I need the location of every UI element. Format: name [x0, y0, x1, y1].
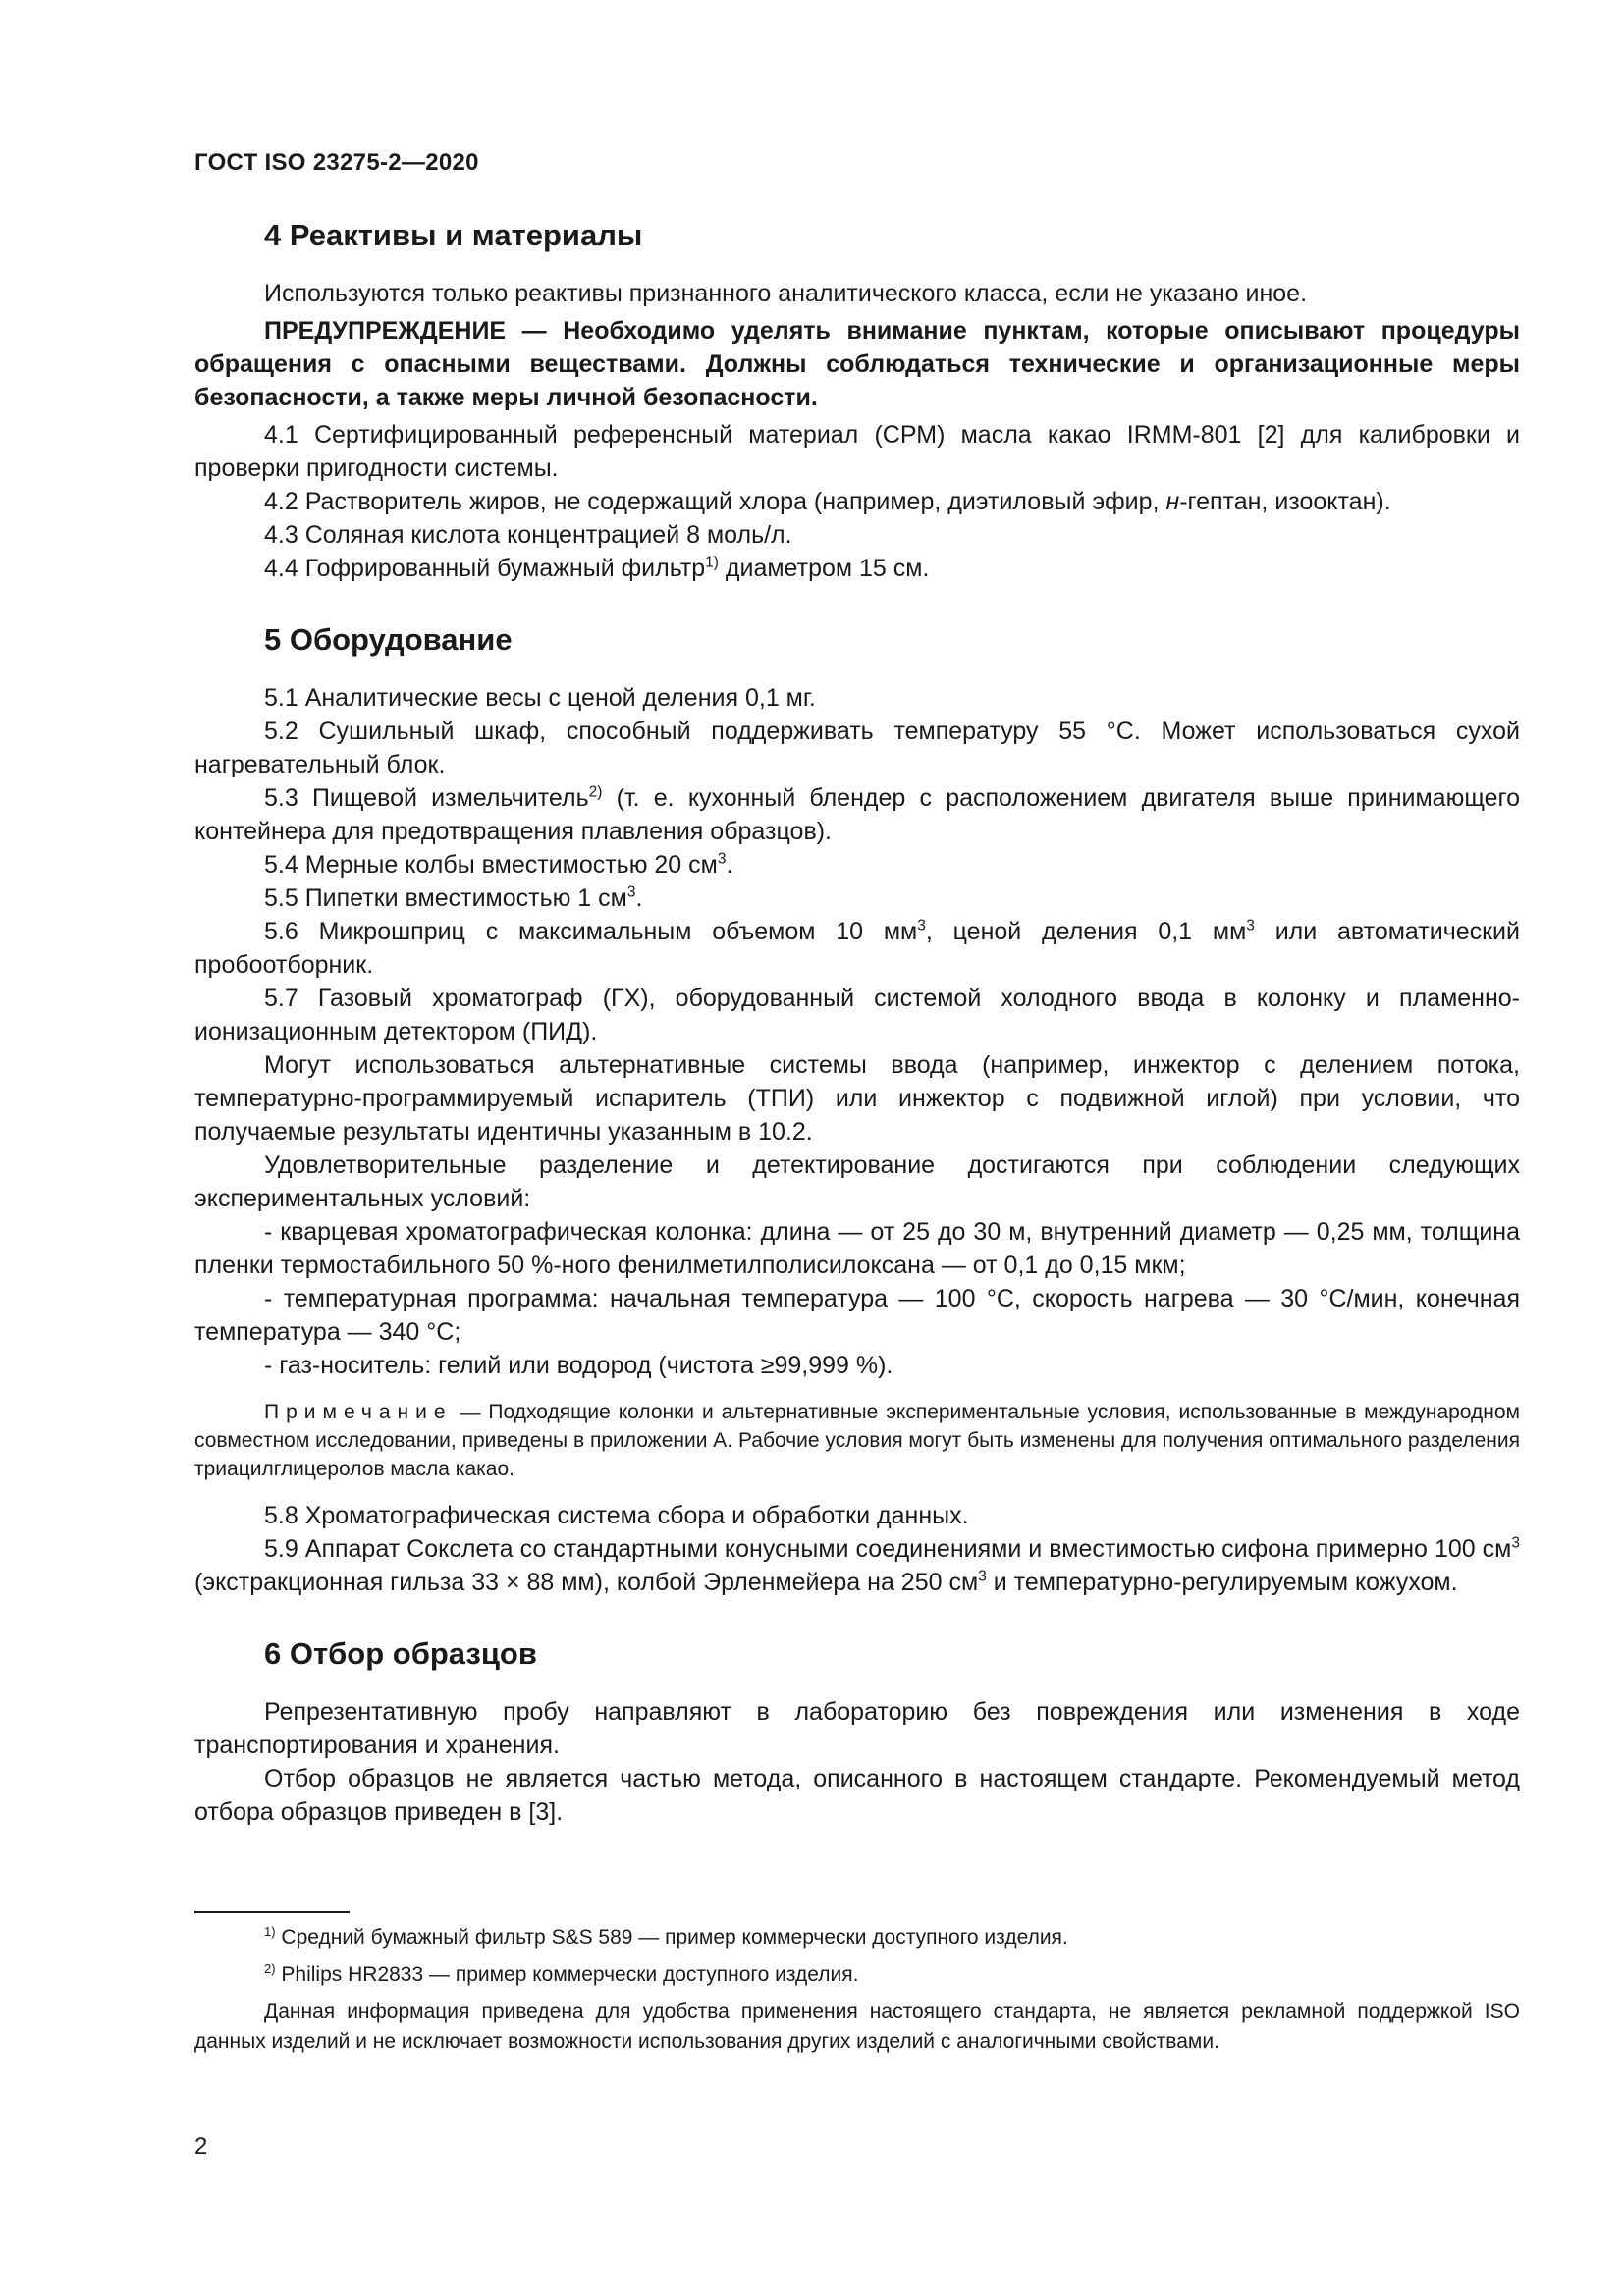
- condition-carrier-gas: - газ-носитель: гелий или водород (чистота ≥99,999 %).: [264, 1352, 893, 1379]
- safety-warning: ПРЕДУПРЕЖДЕНИЕ — Необходимо уделять внимание пунктам, которые описывают процедуры обращения с опасными веществами. Должны соблюдаться технические и организационные меры безопасности, а также меры личной безопасности.: [194, 317, 1520, 411]
- note: [194, 1398, 1520, 1483]
- document-code-header: ГОСТ ISO 23275-2—2020: [194, 149, 479, 176]
- condition-column: - кварцевая хроматографическая колонка: длина — от 25 до 30 м, внутренний диаметр — 0,25 мм, толщина пленки термостабильного 50 %-ного фенилметилполисилоксана — от 0,1 до 0,15 мкм;: [194, 1218, 1520, 1279]
- item-5-3: 5.3 Пищевой измельчитель$^{2)}$ (т. е. кухонный блендер с расположением двигателя выше принимающего контейнера для предотвращения плавления образцов).: [194, 783, 1520, 845]
- condition-temperature-program: - температурная программа: начальная температура — 100 °С, скорость нагрева — 30 °С/мин, конечная температура — 340 °С;: [194, 1285, 1520, 1346]
- n-heptan-italic: н: [1165, 488, 1180, 515]
- item-5-4: 5.4 Мерные колбы вместимостью 20 $см^3$.: [264, 850, 733, 879]
- footnote-1: $^{1)}$ Средний бумажный фильтр S&S 589 — пример коммерчески доступного изделия.: [264, 1923, 1068, 1949]
- item-5-7: 5.7 Газовый хроматограф (ГХ), оборудованный системой холодного ввода в колонку и пламенно-ионизационным детектором (ПИД).: [194, 985, 1520, 1045]
- item-4-3: 4.3 Соляная кислота концентрацией 8 моль/л.: [264, 521, 792, 549]
- item-4-1: 4.1 Сертифицированный референсный материал (СРМ) масла какао IRMM-801 [2] для калибровки и проверки пригодности системы.: [194, 421, 1520, 482]
- item-5-9: 5.9 Аппарат Сокслета со стандартными конусными соединениями и вместимостью сифона примерно 100 $см^3$ (экстракционная гильза 33 × 88 мм), колбой Эрленмейера на 250 $см^3$ и температурно-регулируемым кожухом.: [194, 1534, 1520, 1596]
- item-4-2: 4.2 Растворитель жиров, не содержащий хлора (например, диэтиловый эфир, н-гептан, изооктан).: [264, 488, 1391, 515]
- footnote-2: $^{2)}$ Philips HR2833 — пример коммерчески доступного изделия.: [264, 1960, 859, 1986]
- section-6-para-1: Репрезентативную пробу направляют в лабораторию без повреждения или изменения в ходе транспортирования и хранения.: [194, 1698, 1520, 1759]
- section-4-title: 4 Реактивы и материалы: [264, 218, 643, 252]
- item-4-4: 4.4 Гофрированный бумажный фильтр$^{1)}$ диаметром 15 см.: [264, 554, 930, 582]
- section-6-para-2: Отбор образцов не является частью метода, описанного в настоящем стандарте. Рекомендуемый метод отбора образцов приведен в [3].: [194, 1765, 1520, 1826]
- item-5-8: 5.8 Хроматографическая система сбора и обработки данных.: [264, 1502, 969, 1529]
- item-5-1: 5.1 Аналитические весы с ценой деления 0,1 мг.: [264, 684, 816, 712]
- section-5-title: 5 Оборудование: [264, 622, 513, 657]
- item-5-6: 5.6 Микрошприц с максимальным объемом 10 $мм^3$, ценой деления 0,1 $мм^3$ или автоматический пробоотборник.: [194, 917, 1520, 979]
- footnote-ref-1[interactable]: 1): [705, 554, 719, 571]
- note-text: — Подходящие колонки и альтернативные экспериментальные условия, использованные в международном совместном исследовании, приведены в приложении А. Рабочие условия могут быть изменены для получения оптимального разделения триацилглицеролов масла какао.: [194, 1401, 1520, 1480]
- footnote-disclaimer: Данная информация приведена для удобства применения настоящего стандарта, не является рекламной поддержкой ISO данных изделий и не исключает возможности использования других изделий с аналогичными свойствами.: [194, 2001, 1520, 2053]
- item-5-7-conditions: Удовлетворительные разделение и детектирование достигаются при соблюдении следующих экспериментальных условий:: [194, 1151, 1520, 1212]
- page-number: 2: [194, 2133, 208, 2160]
- footnote-ref-2[interactable]: 2): [588, 783, 603, 801]
- item-5-2: 5.2 Сушильный шкаф, способный поддерживать температуру 55 °С. Может использоваться сухой нагревательный блок.: [194, 718, 1520, 778]
- note-label: Примечание: [264, 1401, 453, 1423]
- section-4-intro: Используются только реактивы признанного аналитического класса, если не указано иное.: [264, 280, 1308, 307]
- footnote-divider: [194, 1911, 350, 1913]
- section-6-title: 6 Отбор образцов: [264, 1636, 537, 1671]
- document-body: [194, 216, 1520, 1829]
- item-5-5: 5.5 Пипетки вместимостью 1 $см^3$.: [264, 883, 643, 912]
- footnotes: [194, 1911, 1520, 2056]
- item-5-7-alternatives: Могут использоваться альтернативные системы ввода (например, инжектор с делением потока, температурно-программируемый испаритель (ТПИ) или инжектор с подвижной иглой) при условии, что получаемые результаты идентичны указанным в 10.2.: [194, 1051, 1520, 1146]
